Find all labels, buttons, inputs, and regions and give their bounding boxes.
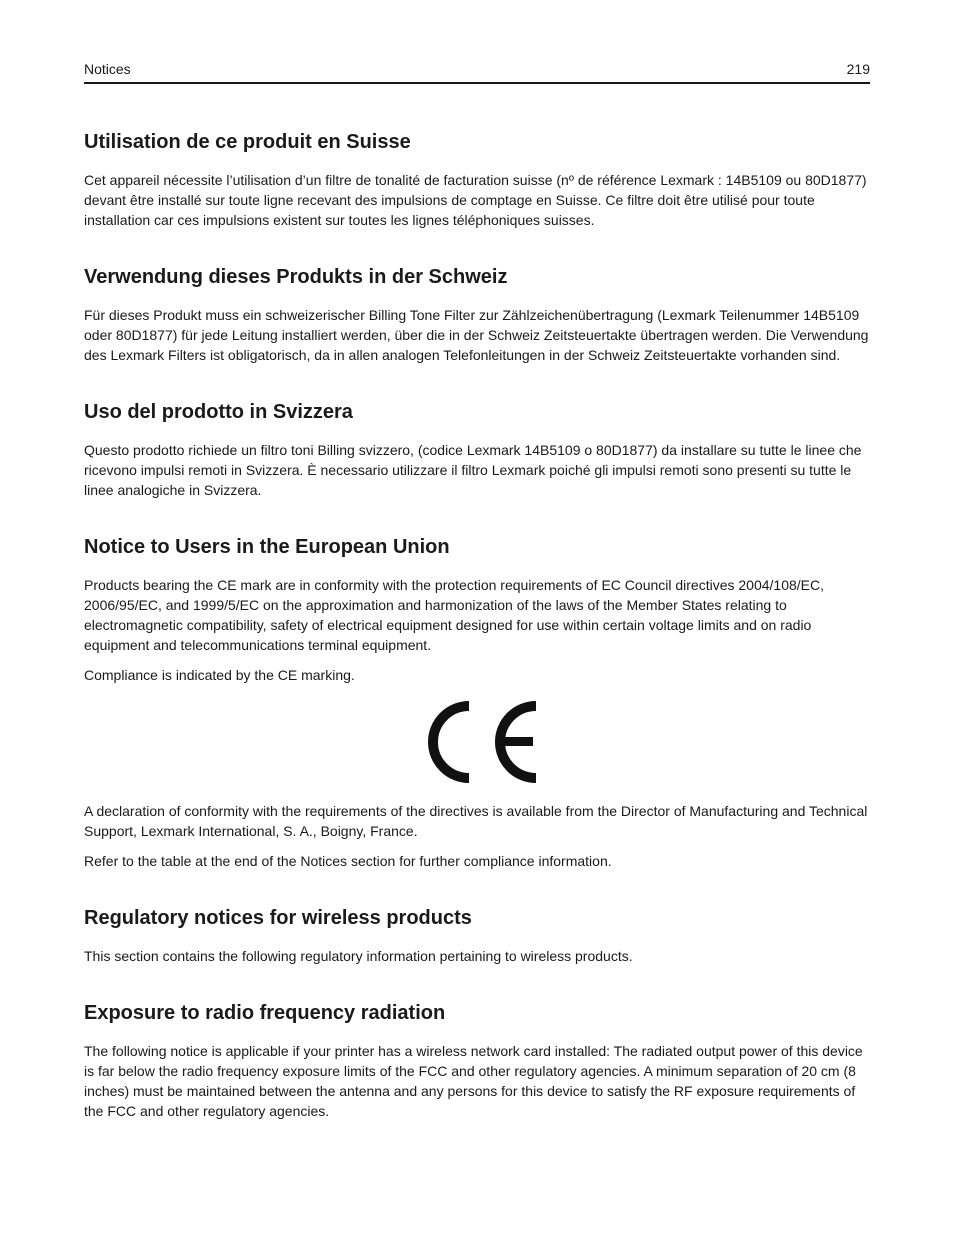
section-wireless-notices [84, 904, 870, 966]
section-eu-notice [84, 533, 870, 871]
section-title: Utilisation de ce produit en Suisse [84, 131, 411, 153]
section-title: Notice to Users in the European Union [84, 536, 450, 558]
page-number: 219 [846, 61, 870, 77]
page-header [84, 60, 870, 84]
section-title: Verwendung dieses Produkts in der Schweiz [84, 266, 508, 288]
section-swiss-italian [84, 398, 870, 500]
section-title: Uso del prodotto in Svizzera [84, 401, 353, 423]
page-content [84, 128, 870, 1154]
section-title: Regulatory notices for wireless products [84, 907, 472, 929]
paragraph: Für dieses Produkt muss ein schweizerischer Billing Tone Filter zur Zählzeichenübertragung (Lexmark Teilenummer 14B5109 oder 80D1877) für jede Leitung installiert werden, über die in der Schweiz Zeitsteuertakte übertragen werden. Die Verwendung des Lexmark Filters ist obligatorisch, da in allen analogen Telefonleitungen in der Schweiz Zeitsteuertakte vorhanden sind. [84, 307, 869, 363]
ce-mark-icon [424, 701, 540, 783]
paragraph: The following notice is applicable if your printer has a wireless network card installed: The radiated output power of this device is far below the radio frequency exposure limits of the FCC and other regulatory agencies. A minimum separation of 20 cm (8 inches) must be maintained between the antenna and any persons for this device to satisfy the RF exposure requirements of the FCC and other regulatory agencies. [84, 1043, 863, 1119]
paragraph: Questo prodotto richiede un filtro toni Billing svizzero, (codice Lexmark 14B5109 o 80D1877) da installare su tutte le linee che ricevono impulsi remoti in Svizzera. È necessario utilizzare il filtro Lexmark poiché gli impulsi remoti sono presenti su tutte le linee analogiche in Svizzera. [84, 442, 862, 498]
ce-mark-container [84, 701, 870, 783]
section-rf-exposure [84, 999, 870, 1121]
section-swiss-german [84, 263, 870, 365]
paragraph: Cet appareil nécessite l’utilisation d’un filtre de tonalité de facturation suisse (nº de référence Lexmark : 14B5109 ou 80D1877) devant être installé sur toute ligne recevant des impulsions de comptage en Suisse. Ce filtre doit être utilisé pour toute installation car ces impulsions existent sur toutes les lignes téléphoniques suisses. [84, 172, 867, 228]
paragraph: Refer to the table at the end of the Notices section for further compliance information. [84, 853, 612, 869]
paragraph: Compliance is indicated by the CE marking. [84, 667, 355, 683]
section-title: Exposure to radio frequency radiation [84, 1002, 446, 1024]
header-section-name: Notices [84, 61, 131, 77]
section-swiss-french [84, 128, 870, 230]
paragraph: A declaration of conformity with the requirements of the directives is available from the Director of Manufacturing and Technical Support, Lexmark International, S. A., Boigny, France. [84, 803, 868, 839]
paragraph: Products bearing the CE mark are in conformity with the protection requirements of EC Council directives 2004/108/EC, 2006/95/EC, and 1999/5/EC on the approximation and harmonization of the laws of the Member States relating to electromagnetic compatibility, safety of electrical equipment designed for use within certain voltage limits and on radio equipment and telecommunications terminal equipment. [84, 577, 825, 653]
paragraph: This section contains the following regulatory information pertaining to wireless products. [84, 948, 633, 964]
